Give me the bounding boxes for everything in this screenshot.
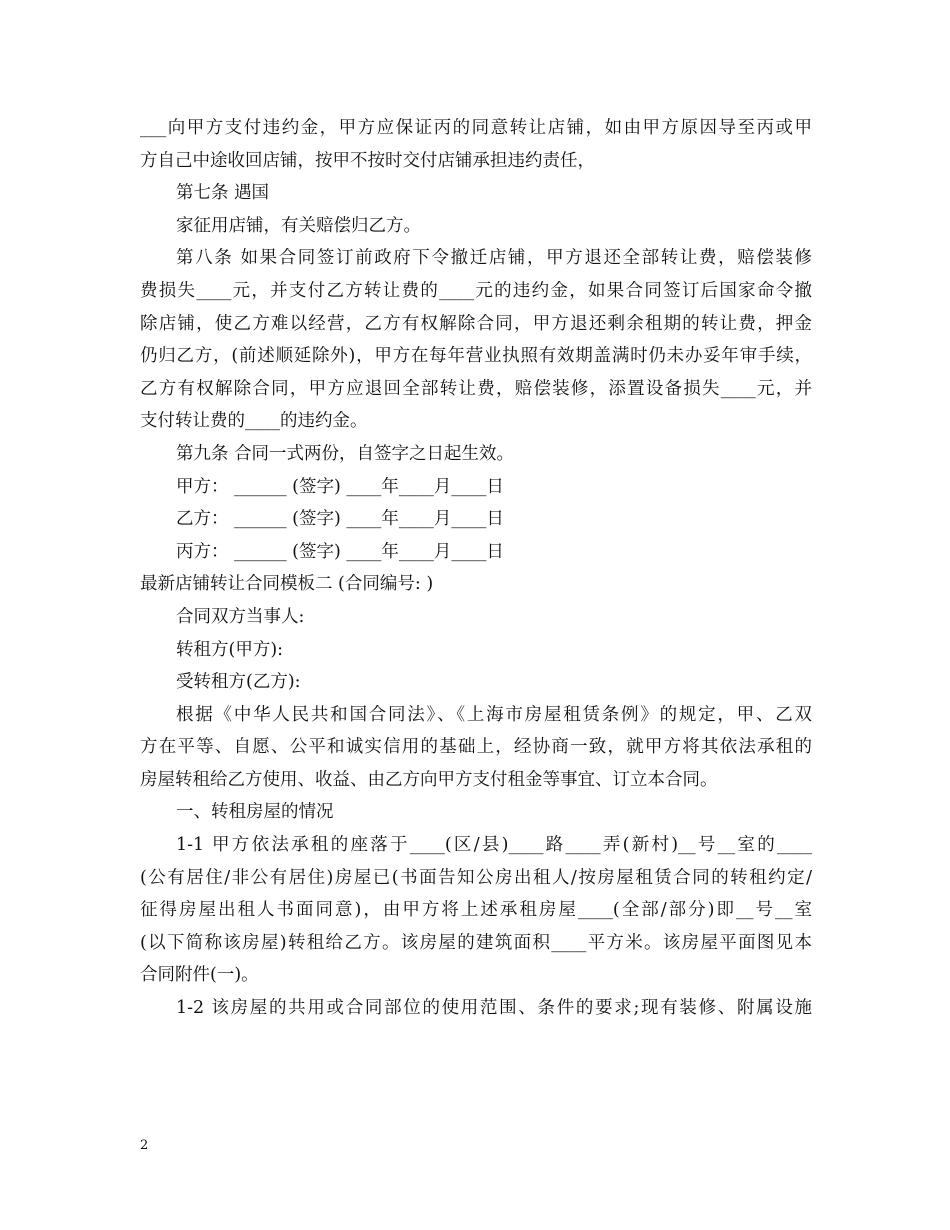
text-line: (以下简称该房屋)转租给乙方。该房屋的建筑面积____平方米。该房屋平面图见本 xyxy=(140,932,812,953)
section-heading: 一、转租房屋的情况 xyxy=(176,802,334,823)
section-title: 最新店铺转让合同模板二 (合同编号: ) xyxy=(140,574,434,595)
article-heading: 第九条 合同一式两份，自签字之日起生效。 xyxy=(176,443,515,464)
signature-line-party-a: 甲方： ______ (签字) ____年____月____日 xyxy=(176,476,504,497)
text-line: 支付转让费的____的违约金。 xyxy=(140,411,368,432)
text-line: 乙方有权解除合同，甲方应退回全部转让费，赔偿装修，添置设备损失____元，并 xyxy=(140,378,812,399)
text-line: 房屋转租给乙方使用、收益、由乙方向甲方支付租金等事宜、订立本合同。 xyxy=(140,769,718,790)
signature-line-party-c: 丙方： ______ (签字) ____年____月____日 xyxy=(176,541,504,562)
text-line: 家征用店铺，有关赔偿归乙方。 xyxy=(176,215,421,236)
text-line: 征得房屋出租人书面同意)，由甲方将上述承租房屋____(全部/部分)即__号__室 xyxy=(140,900,812,921)
text-line: 根据《中华人民共和国合同法》、《上海市房屋租赁条例》的规定，甲、乙双 xyxy=(176,704,812,725)
clause-line: 1-1 甲方依法承租的座落于____(区/县)____路____弄(新村)__号__室的____ xyxy=(176,835,812,856)
text-line: 方在平等、自愿、公平和诚实信用的基础上，经协商一致，就甲方将其依法承租的 xyxy=(140,737,812,758)
text-line: 受转租方(乙方): xyxy=(176,672,301,693)
text-line: 转租方(甲方): xyxy=(176,639,284,660)
text-line: (公有居住/非公有居住)房屋已(书面告知公房出租人/按房屋租赁合同的转租约定/ xyxy=(140,867,812,888)
clause-line: 1-2 该房屋的共用或合同部位的使用范围、条件的要求;现有装修、附属设施 xyxy=(176,998,812,1019)
article-heading: 第八条 如果合同签订前政府下令撤迁店铺，甲方退还全部转让费，赔偿装修 xyxy=(176,248,812,269)
signature-line-party-b: 乙方： ______ (签字) ____年____月____日 xyxy=(176,509,504,530)
text-line: 仍归乙方，(前述顺延除外)，甲方在每年营业执照有效期盖满时仍未办妥年审手续， xyxy=(140,346,812,367)
text-line: 合同双方当事人: xyxy=(176,606,305,627)
document-body xyxy=(140,112,812,1025)
page-number: 2 xyxy=(140,1138,149,1153)
text-line: ___向甲方支付违约金，甲方应保证丙的同意转让店铺，如由甲方原因导至丙或甲 xyxy=(140,118,812,138)
article-heading: 第七条 遇国 xyxy=(176,183,270,204)
text-line: 费损失____元，并支付乙方转让费的____元的违约金，如果合同签订后国家命令撤 xyxy=(140,280,812,301)
text-line: 方自己中途收回店铺，按甲不按时交付店铺承担违约责任， xyxy=(140,150,595,171)
text-line: 除店铺，使乙方难以经营，乙方有权解除合同，甲方退还剩余租期的转让费，押金 xyxy=(140,313,812,334)
text-line: 合同附件(一)。 xyxy=(140,965,259,986)
